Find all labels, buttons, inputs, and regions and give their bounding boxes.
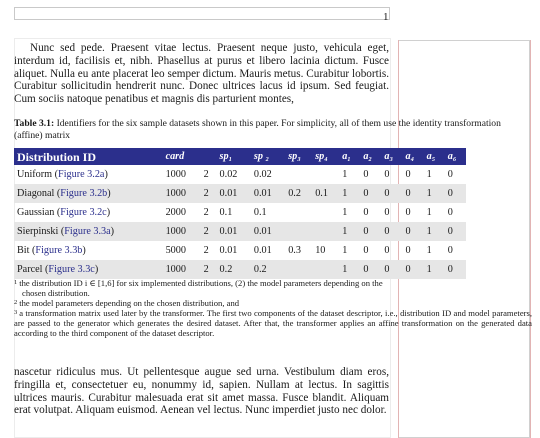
col-distribution-id: Distribution ID — [14, 148, 163, 165]
table-cell: 1 — [424, 184, 445, 203]
table-cell: 0 — [363, 206, 369, 218]
table-cell: 0 — [403, 222, 424, 241]
table-cell: 1 — [342, 244, 348, 256]
table-cell: 0 — [381, 260, 402, 279]
footnote-mark: 2 — [14, 299, 18, 306]
footnote-text: the model parameters depending on the chosen distribution, and — [19, 298, 240, 308]
table-cell: 1 — [339, 184, 360, 203]
table-cell: 0 — [405, 244, 411, 256]
closing-paren: ) — [110, 225, 115, 237]
distribution-id-cell — [14, 203, 163, 222]
table-cell: 0 — [360, 184, 381, 203]
distribution-id-cell — [14, 260, 163, 279]
table-cell: 0.2 — [285, 184, 312, 203]
table-cell: 1000 — [165, 168, 186, 180]
table-cell: 1 — [339, 222, 360, 241]
col-a2: a₂ — [360, 148, 381, 165]
distribution-name: Uniform ( — [17, 168, 59, 180]
table-cell: 0.1 — [312, 184, 339, 203]
distribution-name: Bit ( — [17, 244, 36, 256]
table-cell: 0.01 — [251, 184, 285, 203]
table-cell: 0 — [384, 168, 390, 180]
table-cell: 0.1 — [219, 206, 233, 218]
table-header-row — [14, 148, 466, 165]
footnote-1 — [14, 278, 532, 298]
closing-paren: ) — [106, 206, 111, 218]
footnote-3 — [14, 308, 532, 338]
table-cell: 0.3 — [288, 244, 301, 256]
col-sp2: sp ₂ — [251, 148, 285, 165]
figure-link[interactable]: Figure 3.2a — [58, 168, 105, 180]
table-cell: 0 — [360, 222, 381, 241]
table-cell: 2000 — [165, 206, 186, 218]
table-cell: 0.01 — [217, 184, 251, 203]
table-row — [14, 203, 466, 222]
table-cell — [312, 165, 339, 184]
distribution-id-cell — [14, 165, 163, 184]
distribution-name: Parcel ( — [17, 263, 49, 275]
outer-margin-guide — [530, 40, 531, 438]
col-a4: a₄ — [403, 148, 424, 165]
col-sp1: sp₁ — [217, 148, 251, 165]
table-row — [14, 260, 466, 279]
table-cell — [312, 203, 339, 222]
table-cell: 0.01 — [217, 222, 251, 241]
footnote-text: a transformation matrix used later by the transformer. The first two components of the dataset descriptor, i.e., distribution ID and model parameters, are passed to the generator which generates the desired dataset. After that, the transformer applies an affine transformation on the generated data according to the third component of the dataset descriptor. — [14, 308, 532, 338]
footnote-mark: 1 — [14, 279, 18, 286]
distribution-name: Gaussian ( — [17, 206, 61, 218]
table-cell: 0 — [403, 260, 424, 279]
table-cell: 0.02 — [219, 168, 238, 180]
table-cell — [312, 222, 339, 241]
closing-paren: ) — [107, 187, 111, 199]
table-cell: 2 — [203, 206, 209, 218]
col-sp4: sp₄ — [312, 148, 339, 165]
table-cell: 5000 — [165, 244, 186, 256]
table-cell: 0 — [360, 260, 381, 279]
table-caption — [14, 118, 530, 141]
footnote-2 — [14, 298, 532, 308]
table-cell: 0.2 — [251, 260, 285, 279]
table-cell: 1000 — [163, 260, 201, 279]
table-cell: 10 — [315, 244, 326, 256]
table-cell: 0 — [447, 244, 453, 256]
table-row — [14, 165, 466, 184]
table-cell: 1000 — [163, 184, 201, 203]
caption-label: Table 3.1: — [14, 118, 55, 129]
table-cell: 0.01 — [219, 244, 238, 256]
table-cell: 1 — [426, 206, 432, 218]
table-cell: 1 — [424, 222, 445, 241]
figure-link[interactable]: Figure 3.2b — [60, 187, 108, 199]
distribution-id-cell — [14, 222, 163, 241]
table-cell: 0 — [445, 184, 466, 203]
table-cell — [285, 222, 312, 241]
table-cell: 0 — [445, 260, 466, 279]
table-cell: 0.01 — [253, 244, 272, 256]
body-paragraph-top: Nunc sed pede. Praesent vitae lectus. Praesent neque justo, vehicula eget, interdum id, facilisis et, nibh. Phasellus at purus et libero lacinia dictum. Fusce aliquet. Nulla eu ante placerat leo semper dictum. Mauris metus. Curabitur lobortis. Curabitur sollicitudin hendrerit nunc. Donec ultrices lacus id ipsum. Sed feugiat. Cum sociis natoque penatibus et magnis dis parturient montes, — [14, 42, 389, 106]
closing-paren: ) — [82, 244, 86, 256]
table-cell: 0 — [405, 168, 411, 180]
page-number: 1 — [383, 11, 389, 23]
col-a5: a₅ — [424, 148, 445, 165]
table-cell: 0 — [403, 184, 424, 203]
table-cell: 1 — [426, 244, 432, 256]
caption-text: Identifiers for the six sample datasets shown in this paper. For simplicity, all of them use the identity transformation (affine) matrix — [14, 118, 501, 141]
distribution-name: Sierpinski ( — [17, 225, 65, 237]
table-cell: 2 — [201, 184, 217, 203]
table-cell: 0 — [363, 168, 369, 180]
table-cell: 0 — [384, 244, 390, 256]
table-row — [14, 184, 466, 203]
distribution-id-cell — [14, 184, 163, 203]
table-cell: 2 — [203, 168, 209, 180]
table-cell: 1 — [424, 260, 445, 279]
table-cell: 1000 — [163, 222, 201, 241]
header-frame — [14, 7, 390, 20]
col-a6: a₆ — [445, 148, 466, 165]
datasets-table — [14, 148, 466, 279]
body-paragraph-bottom: nascetur ridiculus mus. Ut pellentesque augue sed urna. Vestibulum diam eros, fringilla et, consectetuer eu, nonummy id, sapien. Nullam at lectus. In sagittis ultrices mauris. Curabitur malesuada erat sit amet massa. Fusce blandit. Aliquam erat volutpat. Aliquam euismod. Aenean vel lectus. Nunc imperdiet justo nec dolor. — [14, 366, 389, 417]
footnote-mark: 3 — [14, 309, 18, 316]
table-cell: 0 — [447, 206, 453, 218]
table-cell: 0 — [445, 222, 466, 241]
closing-paren: ) — [104, 168, 108, 180]
table-cell: 1 — [342, 206, 348, 218]
table-cell: 0 — [384, 206, 390, 218]
table-cell: 0 — [381, 184, 402, 203]
table-cell: 0 — [381, 222, 402, 241]
table-cell: 2 — [203, 244, 209, 256]
closing-paren: ) — [94, 263, 99, 275]
col-card: card — [163, 148, 201, 165]
table-cell: 0 — [363, 244, 369, 256]
col-a1: a₁ — [339, 148, 360, 165]
col-a3: a₃ — [381, 148, 402, 165]
figure-link[interactable]: Figure 3.3b — [35, 244, 83, 256]
col-sp3: sp₃ — [285, 148, 312, 165]
table-cell: 0.1 — [253, 206, 267, 218]
table-cell — [285, 260, 312, 279]
figure-link[interactable]: Figure 3.3c — [48, 263, 95, 275]
footnote-text: the distribution ID i ∈ [1,6] for six implemented distributions, (2) the model parameters depending on the — [19, 278, 383, 288]
table-cell: 2 — [201, 222, 217, 241]
table-cell: 0 — [405, 206, 411, 218]
table-cell: 0.02 — [253, 168, 272, 180]
table-cell: 1 — [426, 168, 432, 180]
table-cell — [312, 260, 339, 279]
distribution-name: Diagonal ( — [17, 187, 61, 199]
table-cell: 0.2 — [217, 260, 251, 279]
table-cell — [285, 165, 312, 184]
col-dimension — [201, 148, 217, 165]
distribution-id-cell — [14, 241, 163, 260]
table-cell: 1 — [342, 168, 348, 180]
table-cell: 2 — [201, 260, 217, 279]
figure-link[interactable]: Figure 3.3a — [64, 225, 111, 237]
table-cell: 0 — [447, 168, 453, 180]
figure-link[interactable]: Figure 3.2c — [60, 206, 107, 218]
table-row — [14, 222, 466, 241]
table-cell: 1 — [339, 260, 360, 279]
footnote-continuation: chosen distribution. — [22, 288, 90, 298]
table-cell: 0.01 — [251, 222, 285, 241]
table-row — [14, 241, 466, 260]
table-cell — [285, 203, 312, 222]
